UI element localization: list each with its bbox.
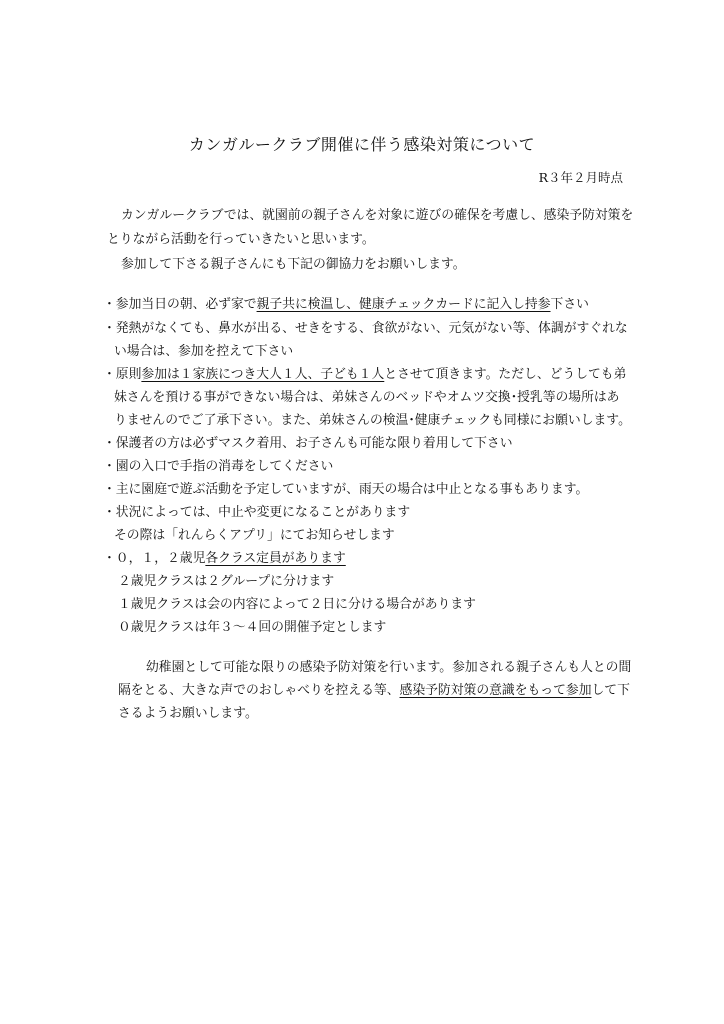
- item-1: [103, 295, 589, 315]
- item-8-line-4: ０歳児クラスは年３～４回の開催予定とします: [118, 620, 387, 635]
- item-8-line-1: [103, 549, 346, 569]
- item-1-underlined: 親子共に検温し、健康チェックカードに記入し持参: [256, 297, 551, 312]
- item-3-text-a: ・原則: [103, 367, 142, 382]
- closing-text-a: 隔をとる、大きな声でのおしゃべりを控える等、: [118, 683, 400, 698]
- item-1-text-a: ・参加当日の朝、必ず家で: [103, 297, 257, 312]
- item-2-line-1: ・発熱がなくても、鼻水が出る、せきをする、食欲がない、元気がない等、体調がすぐれな: [103, 321, 628, 336]
- item-8-line-2: ２歳児クラスは２グループに分けます: [118, 574, 335, 589]
- closing-line-1: 幼稚園として可能な限りの感染予防対策を行います。参加される親子さんも人との間: [146, 660, 632, 675]
- closing-text-b: して下: [591, 683, 630, 698]
- item-3-line-3: りませんのでご了承下さい。また、弟妹さんの検温･健康チェックも同様にお願いします。: [114, 413, 631, 428]
- item-6: ・主に園庭で遊ぶ活動を予定していますが、雨天の場合は中止となる事もあります。: [103, 482, 589, 497]
- item-8-line-3: １歳児クラスは会の内容によって２日に分ける場合があります: [118, 597, 476, 612]
- closing-line-2: [118, 681, 630, 701]
- closing-underlined: 感染予防対策の意識をもって参加: [399, 683, 592, 698]
- item-2-line-2: い場合は、参加を控えて下さい: [114, 344, 294, 359]
- item-8-underlined: 各クラス定員があります: [205, 551, 346, 566]
- item-8-text-a: ・０，１，２歳児: [103, 551, 206, 566]
- item-3-underlined: 参加は１家族につき大人１人、子ども１人: [141, 367, 385, 382]
- closing-line-3: さるようお願いします。: [118, 706, 258, 721]
- item-3-text-b: とさせて頂きます。ただし、どうしても弟: [384, 367, 627, 382]
- item-3-line-2: 妹さんを預ける事ができない場合は、弟妹さんのベッドやオムツ交換･授乳等の場所はあ: [114, 390, 620, 405]
- item-1-text-b: 下さい: [550, 297, 589, 312]
- item-7-line-1: ・状況によっては、中止や変更になることがあります: [103, 505, 411, 520]
- item-5: ・園の入口で手指の消毒をしてください: [103, 459, 334, 474]
- item-7-line-2: その際は「れんらくアプリ」にてお知らせします: [114, 528, 395, 543]
- intro-line-3: 参加して下さる親子さんにも下記の御協力をお願いします。: [121, 257, 466, 272]
- intro-line-2: とりながら活動を行っていきたいと思います。: [107, 232, 375, 247]
- intro-line-1: カンガルークラブでは、就園前の親子さんを対象に遊びの確保を考慮し、感染予防対策を: [121, 208, 634, 223]
- document-title: カンガルークラブ開催に伴う感染対策について: [188, 135, 536, 154]
- item-4: ・保護者の方は必ずマスク着用、お子さんも可能な限り着用して下さい: [103, 436, 513, 451]
- item-3-line-1: [103, 365, 626, 385]
- document-date: R３年２月時点: [538, 170, 623, 185]
